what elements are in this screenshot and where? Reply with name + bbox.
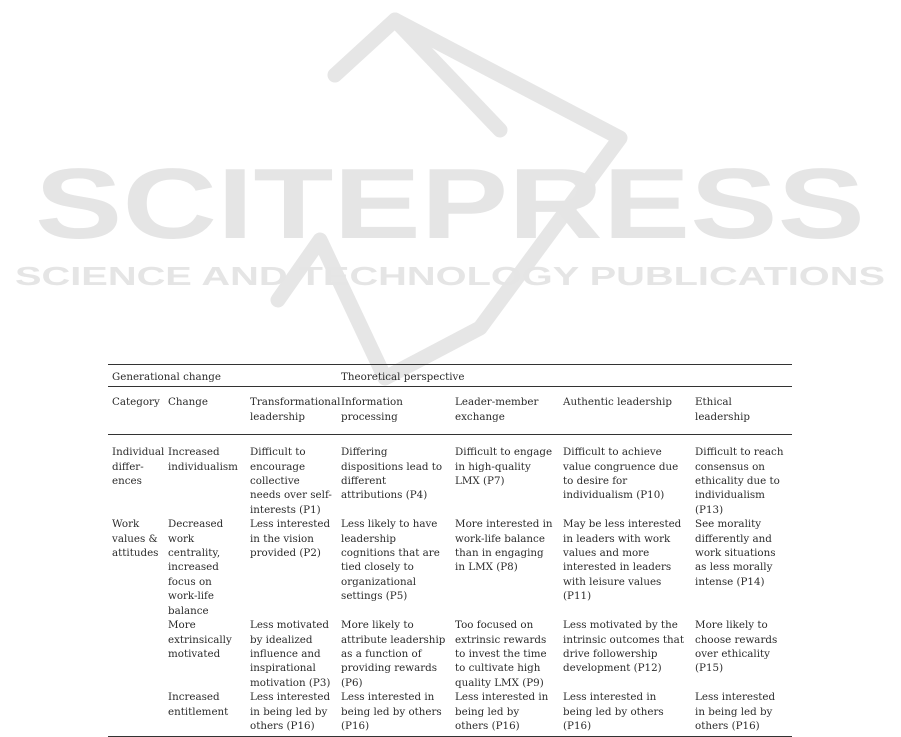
column-header-row: [108, 387, 792, 435]
category-cell: Work values & attitudes: [112, 518, 159, 560]
column-header: Authentic leadership: [559, 387, 691, 435]
change-cell: Increased entitlement: [164, 690, 246, 737]
table-row: [108, 435, 792, 518]
table-cell: Difficult to reach consensus on ethicality due to individualism (P13): [695, 446, 784, 516]
table-cell: Less interested in being led by others (P16): [691, 690, 792, 737]
table-cell: Difficult to achieve value congruence due to desire for individualism (P10): [563, 446, 679, 502]
column-header: Change: [164, 387, 246, 435]
table-cell: More likely to attribute leadership as a function of providing rewards (P6): [341, 619, 446, 689]
table-cell: Less interested in being led by others (P16): [337, 690, 451, 737]
table-cell: Differing dispositions lead to different attributions (P4): [341, 446, 443, 502]
results-table: [108, 364, 792, 737]
table-row: [108, 690, 792, 737]
group-header-generational: Generational change: [108, 365, 337, 387]
table-cell: More likely to choose rewards over ethicality (P15): [695, 619, 778, 675]
table-cell: Less interested in being led by others (P16): [246, 690, 337, 737]
change-cell: Increased individualism: [168, 446, 238, 473]
table-cell: More interested in work-life balance than in engaging in LMX (P8): [455, 518, 553, 574]
category-cell: Individual differ-ences: [112, 446, 165, 488]
table-cell: Difficult to engage in high-quality LMX (P7): [455, 446, 553, 488]
table-row: [108, 618, 792, 690]
table-row: [108, 517, 792, 618]
category-cell: [108, 618, 164, 690]
table-cell: Too focused on extrinsic rewards to invest the time to cultivate high quality LMX (P9): [455, 619, 547, 689]
change-cell: More extrinsically motivated: [168, 619, 232, 660]
table-cell: Less interested in the vision provided (P2): [250, 518, 331, 560]
table-cell: Less interested in being led by others (P16): [559, 690, 691, 737]
table-cell: See morality differently and work situations as less morally intense (P14): [695, 518, 776, 588]
column-header: Ethical leadership: [691, 387, 792, 435]
watermark-tagline: SCIENCE AND TECHNOLOGY PUBLICATIONS: [15, 261, 885, 291]
table-cell: Difficult to encourage collective needs over self-interests (P1): [250, 446, 332, 516]
table-cell: Less motivated by idealized influence and inspirational motivation (P3): [250, 619, 331, 689]
table-cell: Less motivated by the intrinsic outcomes that drive followership development (P12): [563, 619, 684, 675]
results-table-container: [108, 364, 792, 737]
column-header: Information processing: [337, 387, 451, 435]
group-header-theoretical: Theoretical perspective: [337, 365, 792, 387]
table-cell: May be less interested in leaders with work values and more interested in leaders with leisure values (P11): [563, 518, 682, 603]
category-cell: [108, 690, 164, 737]
column-header: Transformational leadership: [246, 387, 337, 435]
table-cell: Less likely to have leadership cognitions that are tied closely to organizational settings (P5): [341, 518, 440, 603]
column-header: Leader-member exchange: [451, 387, 559, 435]
group-header-row: [108, 365, 792, 387]
column-header: Category: [108, 387, 164, 435]
watermark-title: SCITEPRESS: [35, 148, 865, 260]
change-cell: Decreased work centrality, increased focus on work-life balance: [168, 518, 224, 617]
table-cell: Less interested in being led by others (P16): [451, 690, 559, 737]
